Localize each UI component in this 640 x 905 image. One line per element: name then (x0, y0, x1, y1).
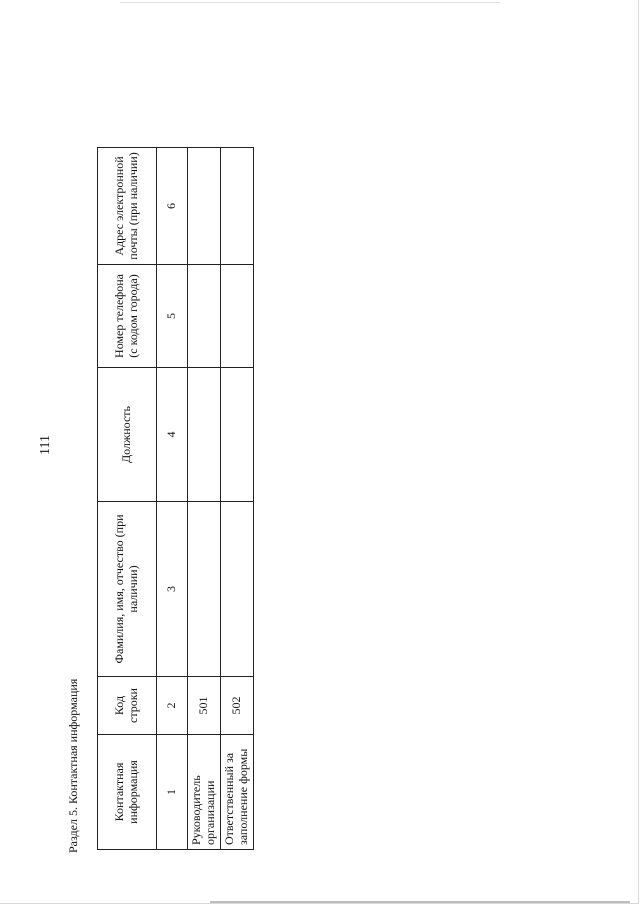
email-cell[interactable] (221, 148, 254, 265)
header-phone: Номер телефона (с кодом города) (98, 265, 157, 368)
column-number-row (157, 148, 188, 850)
table-row (188, 148, 221, 850)
column-number: 2 (157, 677, 188, 735)
contact-info-table (97, 147, 254, 850)
row-label: Руководитель организации (188, 735, 221, 850)
column-number: 3 (157, 502, 188, 677)
header-contact-info: Контактная информация (98, 735, 157, 850)
column-number: 4 (157, 368, 188, 502)
phone-cell[interactable] (188, 265, 221, 368)
table-header-row (98, 148, 157, 850)
fio-cell[interactable] (221, 502, 254, 677)
section-title: Раздел 5. Контактная информация (66, 678, 80, 853)
header-full-name: Фамилия, имя, отчество (при наличии) (98, 502, 157, 677)
header-email: Адрес электронной почты (при наличии) (98, 148, 157, 265)
fio-cell[interactable] (188, 502, 221, 677)
column-number: 1 (157, 735, 188, 850)
header-line-code: Код строки (98, 677, 157, 735)
column-number: 5 (157, 265, 188, 368)
position-cell[interactable] (221, 368, 254, 502)
position-cell[interactable] (188, 368, 221, 502)
row-code: 501 (188, 677, 221, 735)
email-cell[interactable] (188, 148, 221, 265)
row-label: Ответственный за заполнение формы (221, 735, 254, 850)
page-number: 111 (38, 435, 53, 455)
row-code: 502 (221, 677, 254, 735)
column-number: 6 (157, 148, 188, 265)
phone-cell[interactable] (221, 265, 254, 368)
table-row (221, 148, 254, 850)
header-position: Должность (98, 368, 157, 502)
